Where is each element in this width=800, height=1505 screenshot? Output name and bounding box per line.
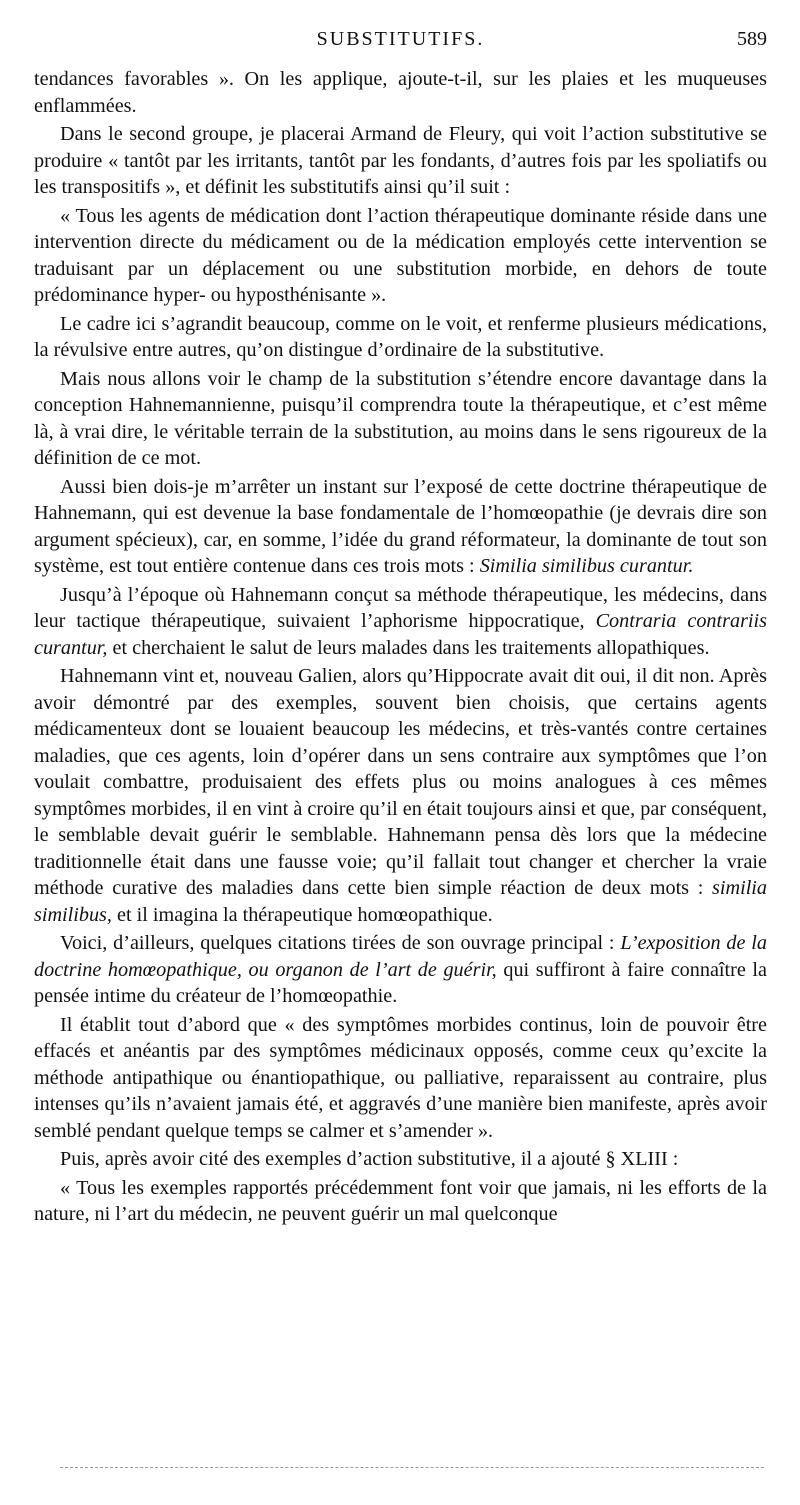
latin-phrase: Contraria contrariis curantur, <box>34 610 768 659</box>
paragraph-continued: tendances favorables ». On les applique, ajoute-t-il, sur les plaies et les muqueuses enflammées. <box>34 68 767 117</box>
section-number: XLIII <box>620 1148 668 1170</box>
page-header <box>34 28 767 62</box>
running-title: SUBSTITUTIFS. <box>316 28 485 50</box>
paragraph-text: Voici, d’ailleurs, quelques citations tirées de son ouvrage principal : <box>60 932 615 954</box>
page-body <box>34 66 767 1230</box>
latin-phrase: Similia similibus curantur. <box>479 555 694 577</box>
paragraph-cadre: Le cadre ici s’agrandit beaucoup, comme on le voit, et renferme plusieurs médications, la révulsive entre autres, qu’on distingue d’ordinaire de la substitutive. <box>34 312 767 361</box>
book-title: L’exposition de la doctrine homœopathique, ou organon de l’art de guérir, <box>34 932 767 981</box>
paragraph-section-ref <box>34 1146 767 1173</box>
paragraph-text: et cherchaient le salut de leurs malades dans les traitements allopathiques. <box>112 636 710 659</box>
paragraph-text: Hahnemann vint et, nouveau Galien, alors qu’Hippocrate avait dit oui, il dit non. Après avoir démontré par des exemples, souvent bien choisis, que certains agents médicamenteux dont se louaient beaucoup les médecins, et très-vantés contre certaines maladies, que ces agents, loin d’opérer dans un sens contraire aux symptômes que l’on voulait combattre, produisaient des effets plus ou moins analogues à ces mêmes symptômes morbides, il en vint à croire qu’il en était toujours ainsi et que, par conséquent, le semblable devait guérir le semblable. Hahnemann pensa dès lors que la médecine traditionnelle était dans une fausse voie; qu’il fallait tout changer et chercher la vraie méthode curative des maladies dans cette bien simple réaction de deux mots : <box>34 665 767 899</box>
paragraph-armand-de-fleury: Dans le second groupe, je placerai Armand de Fleury, qui voit l’action substitutive se produire « tantôt par les irritants, tantôt par les fondants, d’autres fois par les spoliatifs ou les transpositifs », et définit les substitutifs ainsi qu’il suit : <box>34 123 767 198</box>
paragraph-text: : <box>672 1148 679 1170</box>
page-number: 589 <box>737 28 767 50</box>
paragraph-text: Jusqu’à l’époque où Hahnemann conçut sa méthode thérapeutique, les médecins, dans leur tactique thérapeutique, suivaient l’aphorisme hippocratique, <box>34 583 767 632</box>
quotation-definition: « Tous les agents de médication dont l’action thérapeutique dominante réside dans une intervention directe du médicament ou de la médication employés cette intervention se traduisant par un déplacement ou une substitution morbide, en dehors de toute prédominance hyper- ou hyposthénisante ». <box>34 204 767 306</box>
latin-phrase: similia similibus, <box>34 877 768 926</box>
paragraph-hahnemannienne: Mais nous allons voir le champ de la substitution s’étendre encore davantage dans la conception Hahnemannienne, puisqu’il comprendra toute la thérapeutique, et c’est même là, à vrai dire, le véritable terrain de la substitution, au moins dans le sens rigoureux de la définition de ce mot. <box>34 367 767 469</box>
paragraph-doctrine <box>34 474 767 580</box>
paragraph-citations <box>34 930 767 1010</box>
quotation-exemples: « Tous les exemples rapportés précédemment font voir que jamais, ni les efforts de la nature, ni l’art du médecin, ne peuvent guérir un mal quelconque <box>34 1176 767 1225</box>
paragraph-text: et il imagina la thérapeutique homœopathique. <box>117 903 493 926</box>
paragraph-text: qui suffiront à faire connaître la pensée intime du créateur de l’homœopathie. <box>34 958 767 1007</box>
paragraph-text: Puis, après avoir cité des exemples d’action substitutive, il a ajouté § <box>60 1148 616 1170</box>
paragraph-symptomes: Il établit tout d’abord que « des symptômes morbides continus, loin de pouvoir être effacés et anéantis par des symptômes médicinaux opposés, comme ceux qu’excite la méthode antipathique ou énantiopathique, ou palliative, reparaissent au contraire, plus intenses qu’ils n’avaient jamais été, et aggravés d’une manière bien manifeste, après avoir semblé pendant quelque temps se calmer et s’amender ». <box>34 1013 767 1142</box>
footer-dotted-rule <box>60 1467 764 1468</box>
paragraph-nouveau-galien <box>34 663 767 928</box>
paragraph-hippocratique <box>34 582 767 662</box>
paragraph-text: Aussi bien dois-je m’arrêter un instant sur l’exposé de cette doctrine thérapeutique de Hahnemann, qui est devenue la base fondamentale de l’homœopathie (je devrais dire son argument spécieux), car, en somme, l’idée du grand réformateur, la dominante de tout son système, est tout entière contenue dans ces trois mots : <box>34 475 767 577</box>
